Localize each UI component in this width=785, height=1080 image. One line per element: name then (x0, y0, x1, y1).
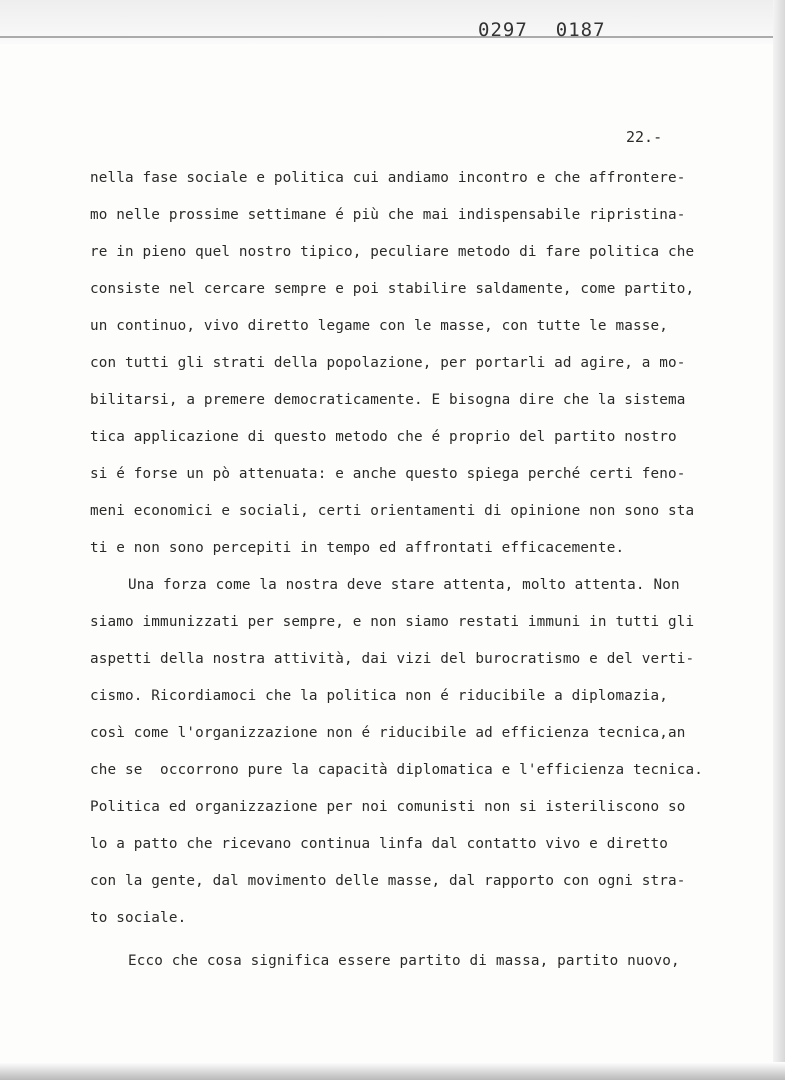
scan-bottom-edge (0, 1062, 785, 1080)
text-line: aspetti della nostra attività, dai vizi del burocratismo e del verti- (90, 651, 695, 667)
text-line: tica applicazione di questo metodo che é proprio del partito nostro (90, 429, 677, 445)
paragraph-start-line: Ecco che cosa significa essere partito di massa, partito nuovo, (128, 953, 680, 969)
text-line: mo nelle prossime settimane é più che mai indispensabile ripristina- (90, 207, 686, 223)
body-text (90, 170, 760, 990)
text-line: così come l'organizzazione non é riducibile ad efficienza tecnica,an (90, 725, 686, 741)
text-line: nella fase sociale e politica cui andiamo incontro e che affrontere- (90, 170, 686, 186)
scan-right-edge (773, 0, 785, 1080)
archive-stamp (478, 19, 606, 41)
text-line: un continuo, vivo diretto legame con le masse, con tutte le masse, (90, 318, 668, 334)
text-line: Politica ed organizzazione per noi comunisti non si isteriliscono so (90, 799, 686, 815)
text-line: re in pieno quel nostro tipico, peculiare metodo di fare politica che (90, 244, 695, 260)
page-number: 22.- (626, 128, 663, 146)
text-line: cismo. Ricordiamoci che la politica non é riducibile a diplomazia, (90, 688, 668, 704)
text-line: to sociale. (90, 910, 187, 926)
text-line: meni economici e sociali, certi orientamenti di opinione non sono sta (90, 503, 695, 519)
header-rule (0, 36, 785, 38)
text-line: con tutti gli strati della popolazione, per portarli ad agire, a mo- (90, 355, 686, 371)
text-line: con la gente, dal movimento delle masse, dal rapporto con ogni stra- (90, 873, 686, 889)
text-line: consiste nel cercare sempre e poi stabilire saldamente, come partito, (90, 281, 695, 297)
text-line: ti e non sono percepiti in tempo ed affrontati efficacemente. (90, 540, 625, 556)
text-line: lo a patto che ricevano continua linfa dal contatto vivo e diretto (90, 836, 668, 852)
text-line: siamo immunizzati per sempre, e non siamo restati immuni in tutti gli (90, 614, 695, 630)
text-line: bilitarsi, a premere democraticamente. E bisogna dire che la sistema (90, 392, 686, 408)
text-line: si é forse un pò attenuata: e anche questo spiega perché certi feno- (90, 466, 686, 482)
archive-number-right: 0187 (555, 19, 606, 41)
paragraph-start-line: Una forza come la nostra deve stare attenta, molto attenta. Non (128, 577, 680, 593)
text-line: che se occorrono pure la capacità diplomatica e l'efficienza tecnica. (90, 762, 704, 778)
archive-number-left: 0297 (478, 19, 528, 41)
